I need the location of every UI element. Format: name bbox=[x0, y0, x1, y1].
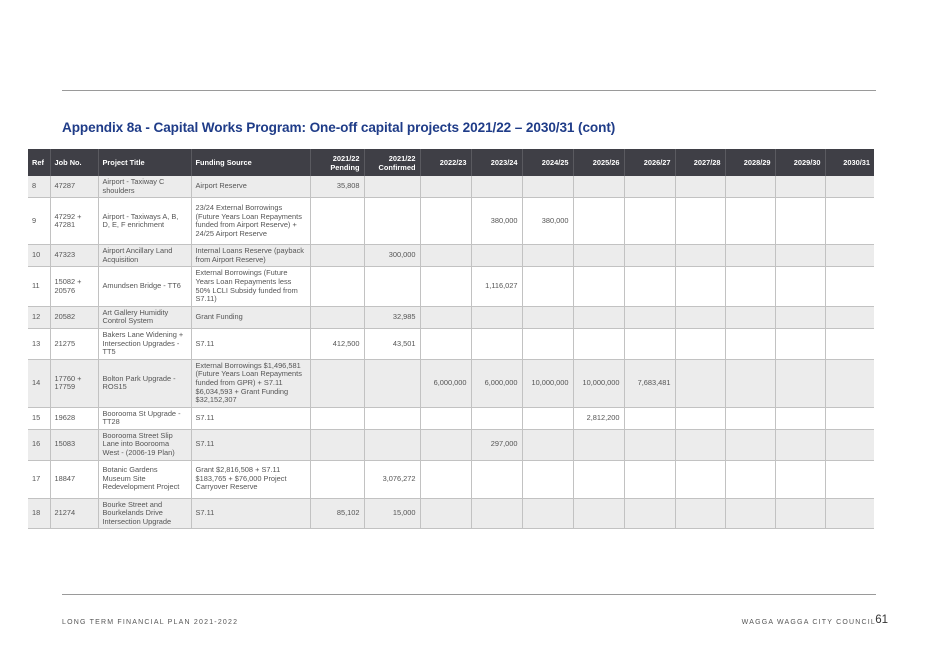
capital-works-table bbox=[28, 149, 874, 529]
cell-y2027 bbox=[675, 245, 725, 267]
cell-y2029 bbox=[775, 198, 825, 245]
cell-y2030 bbox=[825, 306, 874, 328]
cell-y2027 bbox=[675, 198, 725, 245]
cell-job-no: 15083 bbox=[50, 429, 98, 460]
cell-y2030 bbox=[825, 498, 874, 529]
cell-pending bbox=[310, 429, 364, 460]
cell-y2028 bbox=[725, 328, 775, 359]
cell-funding-source: External Borrowings (Future Years Loan Repayments less 50% LCLI Subsidy funded from S7.11) bbox=[191, 267, 310, 306]
cell-ref: 9 bbox=[28, 198, 50, 245]
cell-project-title: Airport - Taxiway C shoulders bbox=[98, 176, 191, 198]
cell-y2026 bbox=[624, 407, 675, 429]
cell-y2024 bbox=[522, 267, 573, 306]
cell-y2030 bbox=[825, 407, 874, 429]
cell-y2030 bbox=[825, 267, 874, 306]
cell-y2025 bbox=[573, 267, 624, 306]
bottom-divider bbox=[62, 594, 876, 595]
cell-project-title: Airport - Taxiways A, B, D, E, F enrichment bbox=[98, 198, 191, 245]
cell-project-title: Amundsen Bridge - TT6 bbox=[98, 267, 191, 306]
cell-pending bbox=[310, 359, 364, 407]
cell-pending bbox=[310, 460, 364, 498]
cell-y2029 bbox=[775, 306, 825, 328]
cell-confirmed bbox=[364, 198, 420, 245]
col-header-2025-26: 2025/26 bbox=[573, 149, 624, 176]
cell-y2024 bbox=[522, 245, 573, 267]
cell-y2022 bbox=[420, 198, 471, 245]
cell-y2026 bbox=[624, 267, 675, 306]
cell-job-no: 19628 bbox=[50, 407, 98, 429]
table-row bbox=[28, 359, 874, 407]
cell-y2026 bbox=[624, 306, 675, 328]
cell-y2026 bbox=[624, 328, 675, 359]
cell-y2028 bbox=[725, 267, 775, 306]
cell-y2025 bbox=[573, 176, 624, 198]
cell-y2027 bbox=[675, 407, 725, 429]
cell-confirmed bbox=[364, 359, 420, 407]
col-header-job-no: Job No. bbox=[50, 149, 98, 176]
cell-y2028 bbox=[725, 198, 775, 245]
cell-ref: 11 bbox=[28, 267, 50, 306]
cell-y2029 bbox=[775, 460, 825, 498]
table-row bbox=[28, 176, 874, 198]
cell-ref: 18 bbox=[28, 498, 50, 529]
table-row bbox=[28, 429, 874, 460]
cell-funding-source: Grant Funding bbox=[191, 306, 310, 328]
cell-pending: 85,102 bbox=[310, 498, 364, 529]
cell-y2023 bbox=[471, 306, 522, 328]
cell-y2028 bbox=[725, 429, 775, 460]
cell-y2025 bbox=[573, 460, 624, 498]
cell-confirmed bbox=[364, 267, 420, 306]
cell-y2026 bbox=[624, 176, 675, 198]
cell-y2022 bbox=[420, 176, 471, 198]
cell-pending: 412,500 bbox=[310, 328, 364, 359]
cell-y2027 bbox=[675, 429, 725, 460]
cell-y2028 bbox=[725, 407, 775, 429]
table-row bbox=[28, 245, 874, 267]
table-row bbox=[28, 460, 874, 498]
col-header-project-title: Project Title bbox=[98, 149, 191, 176]
cell-y2028 bbox=[725, 306, 775, 328]
cell-y2025: 2,812,200 bbox=[573, 407, 624, 429]
col-header-ref: Ref bbox=[28, 149, 50, 176]
cell-y2025 bbox=[573, 429, 624, 460]
cell-job-no: 18847 bbox=[50, 460, 98, 498]
cell-job-no: 21274 bbox=[50, 498, 98, 529]
cell-y2022 bbox=[420, 267, 471, 306]
cell-y2023 bbox=[471, 460, 522, 498]
col-header-funding-source: Funding Source bbox=[191, 149, 310, 176]
cell-y2027 bbox=[675, 306, 725, 328]
cell-y2024: 380,000 bbox=[522, 198, 573, 245]
cell-project-title: Botanic Gardens Museum Site Redevelopment Project bbox=[98, 460, 191, 498]
cell-y2030 bbox=[825, 198, 874, 245]
cell-y2023 bbox=[471, 407, 522, 429]
cell-y2025 bbox=[573, 198, 624, 245]
cell-project-title: Boorooma St Upgrade - TT28 bbox=[98, 407, 191, 429]
cell-pending bbox=[310, 306, 364, 328]
cell-y2028 bbox=[725, 498, 775, 529]
cell-y2027 bbox=[675, 176, 725, 198]
cell-y2023 bbox=[471, 328, 522, 359]
cell-job-no: 17760 + 17759 bbox=[50, 359, 98, 407]
cell-y2022 bbox=[420, 407, 471, 429]
cell-y2025: 10,000,000 bbox=[573, 359, 624, 407]
cell-confirmed bbox=[364, 429, 420, 460]
cell-ref: 15 bbox=[28, 407, 50, 429]
cell-project-title: Bolton Park Upgrade - ROS15 bbox=[98, 359, 191, 407]
cell-y2022: 6,000,000 bbox=[420, 359, 471, 407]
table-header-row bbox=[28, 149, 874, 176]
cell-y2023: 297,000 bbox=[471, 429, 522, 460]
cell-funding-source: S7.11 bbox=[191, 498, 310, 529]
col-header-2022-23: 2022/23 bbox=[420, 149, 471, 176]
cell-y2024: 10,000,000 bbox=[522, 359, 573, 407]
cell-y2023: 1,116,027 bbox=[471, 267, 522, 306]
cell-project-title: Bourke Street and Bourkelands Drive Intersection Upgrade bbox=[98, 498, 191, 529]
col-header-pending: 2021/22 Pending bbox=[310, 149, 364, 176]
cell-pending bbox=[310, 245, 364, 267]
cell-y2028 bbox=[725, 176, 775, 198]
cell-y2026 bbox=[624, 498, 675, 529]
cell-funding-source: S7.11 bbox=[191, 407, 310, 429]
cell-y2023: 380,000 bbox=[471, 198, 522, 245]
cell-ref: 16 bbox=[28, 429, 50, 460]
cell-y2026: 7,683,481 bbox=[624, 359, 675, 407]
col-header-2030-31: 2030/31 bbox=[825, 149, 874, 176]
cell-y2029 bbox=[775, 359, 825, 407]
cell-y2029 bbox=[775, 267, 825, 306]
cell-confirmed: 43,501 bbox=[364, 328, 420, 359]
cell-y2024 bbox=[522, 460, 573, 498]
cell-y2022 bbox=[420, 245, 471, 267]
page-number: 61 bbox=[875, 614, 888, 626]
cell-y2024 bbox=[522, 407, 573, 429]
cell-funding-source: External Borrowings $1,496,581 (Future Years Loan Repayments funded from GPR) + S7.11 $6,034,593 + Grant Funding $32,152,307 bbox=[191, 359, 310, 407]
col-header-2027-28: 2027/28 bbox=[675, 149, 725, 176]
cell-funding-source: S7.11 bbox=[191, 429, 310, 460]
cell-pending bbox=[310, 198, 364, 245]
cell-confirmed bbox=[364, 176, 420, 198]
cell-y2029 bbox=[775, 328, 825, 359]
cell-y2026 bbox=[624, 460, 675, 498]
cell-ref: 14 bbox=[28, 359, 50, 407]
cell-y2030 bbox=[825, 460, 874, 498]
cell-ref: 8 bbox=[28, 176, 50, 198]
table-row bbox=[28, 306, 874, 328]
cell-ref: 13 bbox=[28, 328, 50, 359]
cell-y2024 bbox=[522, 429, 573, 460]
cell-project-title: Art Gallery Humidity Control System bbox=[98, 306, 191, 328]
cell-y2026 bbox=[624, 429, 675, 460]
cell-y2023 bbox=[471, 498, 522, 529]
cell-y2027 bbox=[675, 498, 725, 529]
cell-funding-source: Grant $2,816,508 + S7.11 $183,765 + $76,000 Project Carryover Reserve bbox=[191, 460, 310, 498]
cell-y2026 bbox=[624, 198, 675, 245]
cell-y2029 bbox=[775, 407, 825, 429]
cell-y2024 bbox=[522, 176, 573, 198]
cell-y2023 bbox=[471, 176, 522, 198]
cell-y2025 bbox=[573, 245, 624, 267]
cell-y2022 bbox=[420, 306, 471, 328]
cell-confirmed bbox=[364, 407, 420, 429]
cell-confirmed: 300,000 bbox=[364, 245, 420, 267]
cell-project-title: Boorooma Street Slip Lane into Boorooma West - (2006-19 Plan) bbox=[98, 429, 191, 460]
cell-y2024 bbox=[522, 498, 573, 529]
page-title: Appendix 8a - Capital Works Program: One-off capital projects 2021/22 – 2030/31 (cont) bbox=[62, 120, 616, 135]
cell-y2022 bbox=[420, 460, 471, 498]
cell-y2029 bbox=[775, 429, 825, 460]
col-header-2023-24: 2023/24 bbox=[471, 149, 522, 176]
table-row bbox=[28, 267, 874, 306]
cell-funding-source: Internal Loans Reserve (payback from Airport Reserve) bbox=[191, 245, 310, 267]
col-header-2024-25: 2024/25 bbox=[522, 149, 573, 176]
cell-y2027 bbox=[675, 359, 725, 407]
cell-y2029 bbox=[775, 245, 825, 267]
col-header-2029-30: 2029/30 bbox=[775, 149, 825, 176]
cell-y2025 bbox=[573, 498, 624, 529]
cell-ref: 17 bbox=[28, 460, 50, 498]
table-row bbox=[28, 328, 874, 359]
cell-project-title: Bakers Lane Widening + Intersection Upgrades - TT5 bbox=[98, 328, 191, 359]
cell-y2022 bbox=[420, 498, 471, 529]
cell-y2024 bbox=[522, 306, 573, 328]
table-row bbox=[28, 198, 874, 245]
col-header-2028-29: 2028/29 bbox=[725, 149, 775, 176]
cell-y2029 bbox=[775, 176, 825, 198]
cell-pending bbox=[310, 267, 364, 306]
col-header-2026-27: 2026/27 bbox=[624, 149, 675, 176]
cell-job-no: 47287 bbox=[50, 176, 98, 198]
cell-y2026 bbox=[624, 245, 675, 267]
cell-y2024 bbox=[522, 328, 573, 359]
cell-y2025 bbox=[573, 306, 624, 328]
cell-y2030 bbox=[825, 245, 874, 267]
cell-y2030 bbox=[825, 359, 874, 407]
table-row bbox=[28, 407, 874, 429]
cell-y2023: 6,000,000 bbox=[471, 359, 522, 407]
cell-pending bbox=[310, 407, 364, 429]
cell-y2029 bbox=[775, 498, 825, 529]
cell-funding-source: Airport Reserve bbox=[191, 176, 310, 198]
cell-y2027 bbox=[675, 328, 725, 359]
cell-y2023 bbox=[471, 245, 522, 267]
cell-job-no: 47292 + 47281 bbox=[50, 198, 98, 245]
cell-job-no: 20582 bbox=[50, 306, 98, 328]
col-header-confirmed: 2021/22 Confirmed bbox=[364, 149, 420, 176]
cell-y2028 bbox=[725, 460, 775, 498]
footer-organisation: WAGGA WAGGA CITY COUNCIL bbox=[741, 619, 876, 626]
cell-funding-source: 23/24 External Borrowings (Future Years Loan Repayments funded from Airport Reserve) + 24/25 Airport Reserve bbox=[191, 198, 310, 245]
cell-y2030 bbox=[825, 328, 874, 359]
cell-y2027 bbox=[675, 267, 725, 306]
table-row bbox=[28, 498, 874, 529]
cell-y2030 bbox=[825, 429, 874, 460]
top-divider bbox=[62, 90, 876, 91]
cell-project-title: Airport Ancillary Land Acquisition bbox=[98, 245, 191, 267]
cell-y2028 bbox=[725, 359, 775, 407]
cell-pending: 35,808 bbox=[310, 176, 364, 198]
cell-ref: 10 bbox=[28, 245, 50, 267]
cell-job-no: 21275 bbox=[50, 328, 98, 359]
cell-y2022 bbox=[420, 328, 471, 359]
cell-confirmed: 32,985 bbox=[364, 306, 420, 328]
cell-y2027 bbox=[675, 460, 725, 498]
cell-job-no: 47323 bbox=[50, 245, 98, 267]
cell-y2022 bbox=[420, 429, 471, 460]
footer-document-title: LONG TERM FINANCIAL PLAN 2021-2022 bbox=[62, 619, 239, 626]
cell-confirmed: 3,076,272 bbox=[364, 460, 420, 498]
cell-confirmed: 15,000 bbox=[364, 498, 420, 529]
cell-funding-source: S7.11 bbox=[191, 328, 310, 359]
cell-ref: 12 bbox=[28, 306, 50, 328]
cell-y2025 bbox=[573, 328, 624, 359]
cell-y2030 bbox=[825, 176, 874, 198]
cell-y2028 bbox=[725, 245, 775, 267]
cell-job-no: 15082 + 20576 bbox=[50, 267, 98, 306]
